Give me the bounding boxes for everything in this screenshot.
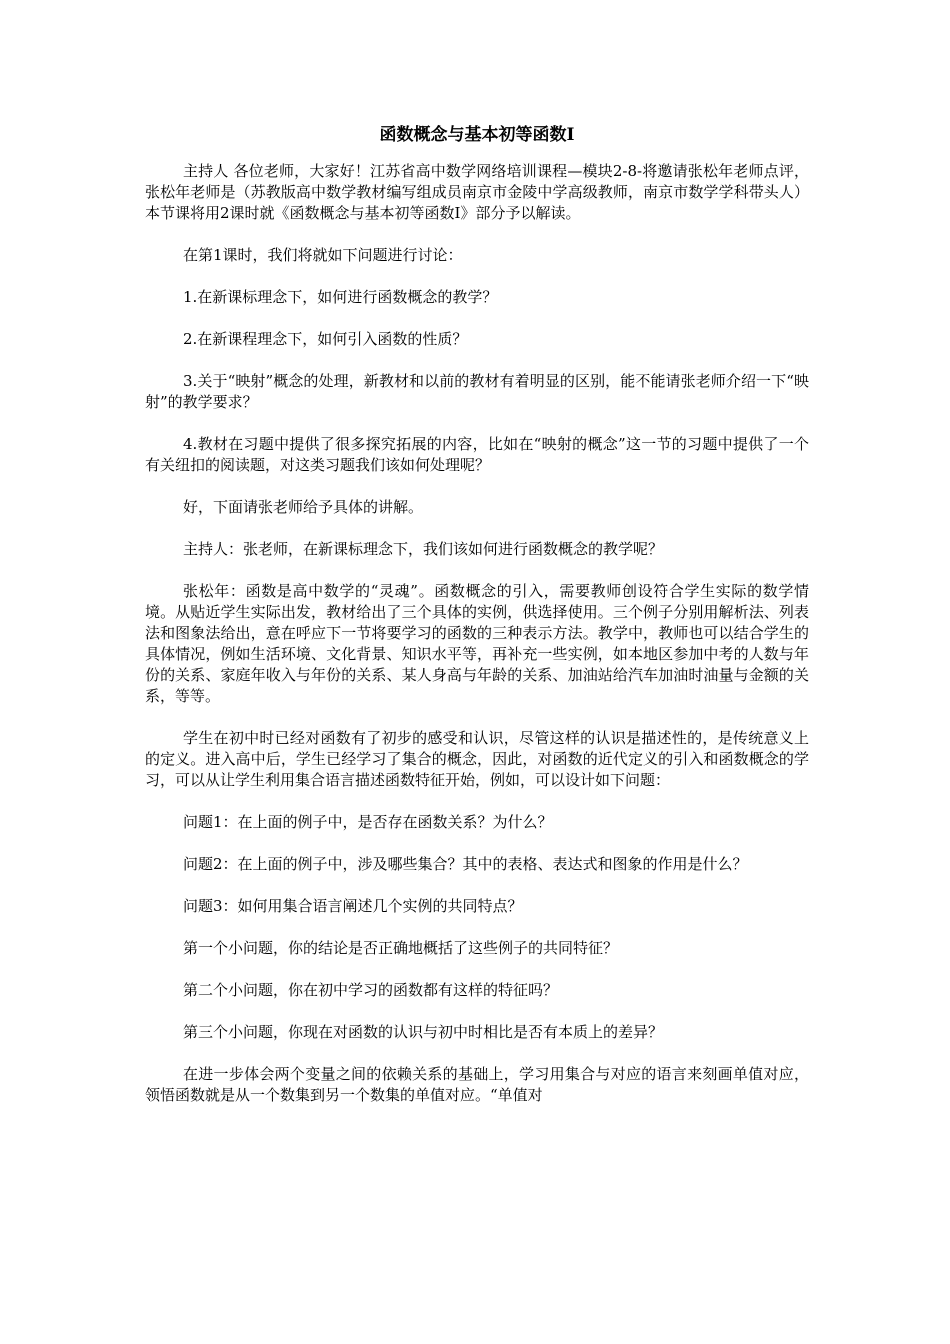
- paragraph-sub-question-1: 第一个小问题，你的结论是否正确地概括了这些例子的共同特征？: [183, 939, 619, 957]
- paragraph-intro: 主持人 各位老师，大家好！江苏省高中数学网络培训课程—模块2-8-将邀请张松年老师点评，张松年老师是（苏教版高中数学教材编写组成员南京市金陵中学高级教师，南京市数学学科带头人）本节课将用2课时就《函数概念与基本初等函数Ⅰ》部分予以解读。: [145, 162, 809, 222]
- paragraph-question-2: 2.在新课程理念下，如何引入函数的性质？: [183, 330, 468, 348]
- paragraph-transition: 好，下面请张老师给予具体的讲解。: [183, 498, 424, 516]
- paragraph-sub-question-3: 第三个小问题，你现在对函数的认识与初中时相比是否有本质上的差异？: [183, 1023, 664, 1041]
- paragraph-problem-1: 问题1：在上面的例子中，是否存在函数关系？为什么？: [183, 813, 553, 831]
- paragraph-question-1: 1.在新课标理念下，如何进行函数概念的教学？: [183, 288, 498, 306]
- paragraph-question-3: 3.关于“映射”概念的处理，新教材和以前的教材有着明显的区别，能不能请张老师介绍一下“映射”的教学要求？: [145, 372, 809, 411]
- paragraph-sub-question-2: 第二个小问题，你在初中学习的函数都有这样的特征吗？: [183, 981, 559, 999]
- document-title: 函数概念与基本初等函数Ⅰ: [379, 125, 575, 145]
- paragraph-question-4: 4.教材在习题中提供了很多探究拓展的内容，比如在“映射的概念”这一节的习题中提供了一个有关纽扣的阅读题，对这类习题我们该如何处理呢？: [145, 435, 809, 474]
- paragraph-problem-3: 问题3：如何用集合语言阐述几个实例的共同特点？: [183, 897, 523, 915]
- paragraph-problem-2: 问题2：在上面的例子中，涉及哪些集合？其中的表格、表达式和图象的作用是什么？: [183, 855, 748, 873]
- document-page: [145, 124, 809, 1127]
- paragraph-zhang-answer: 张松年：函数是高中数学的“灵魂”。函数概念的引入，需要教师创设符合学生实际的数学情境。从贴近学生实际出发，教材给出了三个具体的实例，供选择使用。三个例子分别用解析法、列表法和图象法给出，意在呼应下一节将要学习的函数的三种表示方法。教学中，教师也可以结合学生的具体情况，例如生活环境、文化背景、知识水平等，再补充一些实例，如本地区参加中考的人数与年份的关系、家庭年收入与年份的关系、某人身高与年龄的关系、加油站给汽车加油时油量与金额的关系，等等。: [145, 582, 809, 705]
- paragraph-session-1: 在第1课时，我们将就如下问题进行讨论：: [183, 246, 463, 264]
- paragraph-students: 学生在初中时已经对函数有了初步的感受和认识，尽管这样的认识是描述性的，是传统意义上的定义。进入高中后，学生已经学习了集合的概念，因此，对函数的近代定义的引入和函数概念的学习，可以从让学生利用集合语言描述函数特征开始，例如，可以设计如下问题：: [145, 729, 809, 789]
- paragraph-single-valued: 在进一步体会两个变量之间的依赖关系的基础上，学习用集合与对应的语言来刻画单值对应，领悟函数就是从一个数集到另一个数集的单值对应。“单值对: [145, 1065, 809, 1104]
- paragraph-host-question: 主持人：张老师，在新课标理念下，我们该如何进行函数概念的教学呢？: [183, 540, 664, 558]
